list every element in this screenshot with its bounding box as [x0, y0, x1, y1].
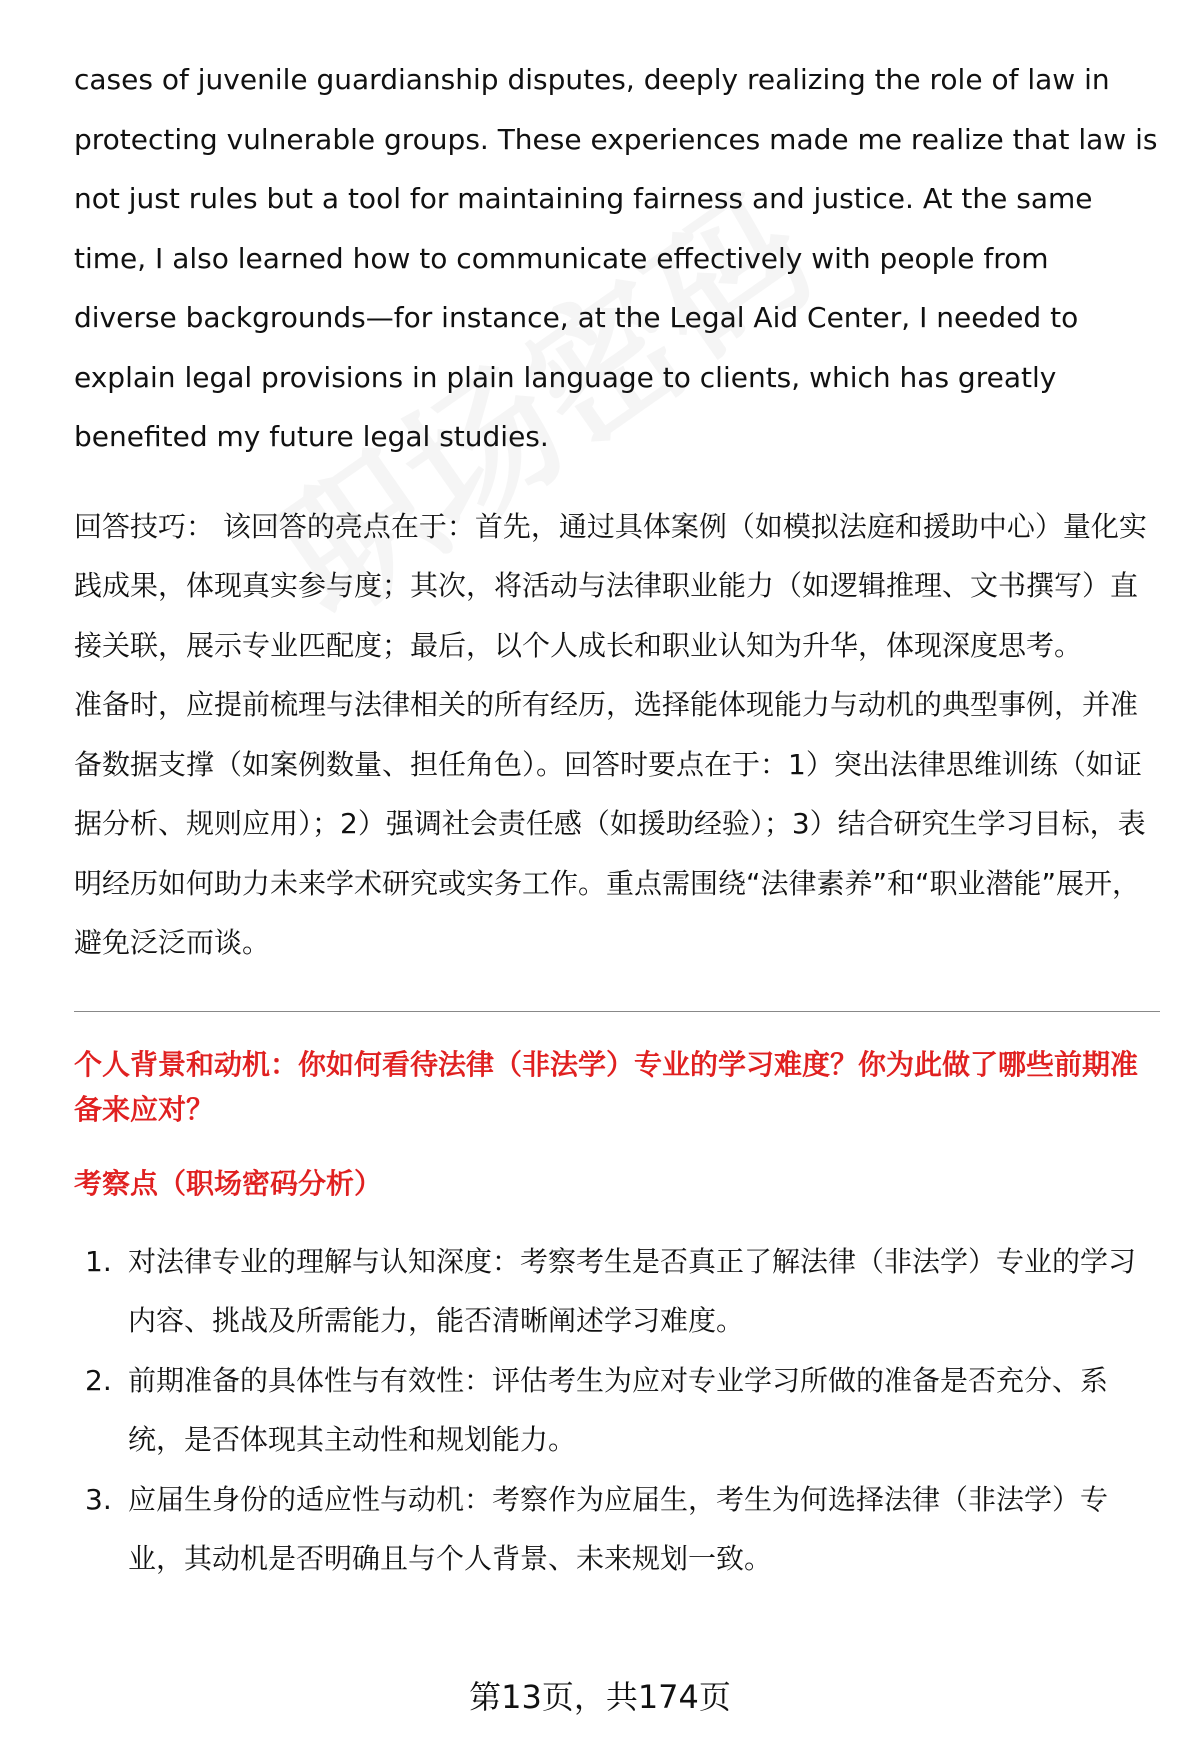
assessment-points-list [74, 1232, 1160, 1589]
list-item-number: 3. [85, 1482, 112, 1516]
section-divider [74, 1011, 1160, 1012]
page-number-footer: 第13页，共174页 [469, 1678, 731, 1716]
english-answer-paragraph: cases of juvenile guardianship disputes, deeply realizing the role of law in protecting vulnerable groups. These experiences made me realize that law is not just rules but a tool for maintaining fairness and justice. At the same time, I also learned how to communicate effectively with people from diverse backgrounds—for instance, at the Legal Aid Center, I needed to explain legal provisions in plain language to clients, which has greatly benefited my future legal studies. [74, 63, 1158, 453]
list-item-text: 应届生身份的适应性与动机：考察作为应届生，考生为何选择法律（非法学）专业，其动机是否明确且与个人背景、未来规划一致。 [128, 1482, 1109, 1575]
document-page [74, 50, 1160, 1589]
list-item-number: 1. [85, 1244, 112, 1278]
list-item [74, 1470, 1160, 1589]
answer-tips [74, 497, 1160, 973]
question-heading: 个人背景和动机：你如何看待法律（非法学）专业的学习难度？你为此做了哪些前期准备来应对？ [74, 1047, 1139, 1126]
tips-paragraph-1: 回答技巧： 该回答的亮点在于：首先，通过具体案例（如模拟法庭和援助中心）量化实践成果，体现真实参与度；其次，将活动与法律职业能力（如逻辑推理、文书撰写）直接关联，展示专业匹配度；最后，以个人成长和职业认知为升华，体现深度思考。 [74, 509, 1147, 662]
list-item [74, 1232, 1160, 1351]
tips-paragraph-2: 准备时，应提前梳理与法律相关的所有经历，选择能体现能力与动机的典型事例，并准备数据支撑（如案例数量、担任角色）。回答时要点在于：1）突出法律思维训练（如证据分析、规则应用）；2）强调社会责任感（如援助经验）；3）结合研究生学习目标，表明经历如何助力未来学术研究或实务工作。重点需围绕“法律素养”和“职业潜能”展开，避免泛泛而谈。 [74, 688, 1146, 959]
list-item-number: 2. [85, 1363, 112, 1397]
assessment-points-title: 考察点（职场密码分析） [74, 1166, 383, 1200]
list-item [74, 1351, 1160, 1470]
list-item-text: 对法律专业的理解与认知深度：考察考生是否真正了解法律（非法学）专业的学习内容、挑战及所需能力，能否清晰阐述学习难度。 [128, 1244, 1137, 1337]
list-item-text: 前期准备的具体性与有效性：评估考生为应对专业学习所做的准备是否充分、系统，是否体现其主动性和规划能力。 [128, 1363, 1109, 1456]
